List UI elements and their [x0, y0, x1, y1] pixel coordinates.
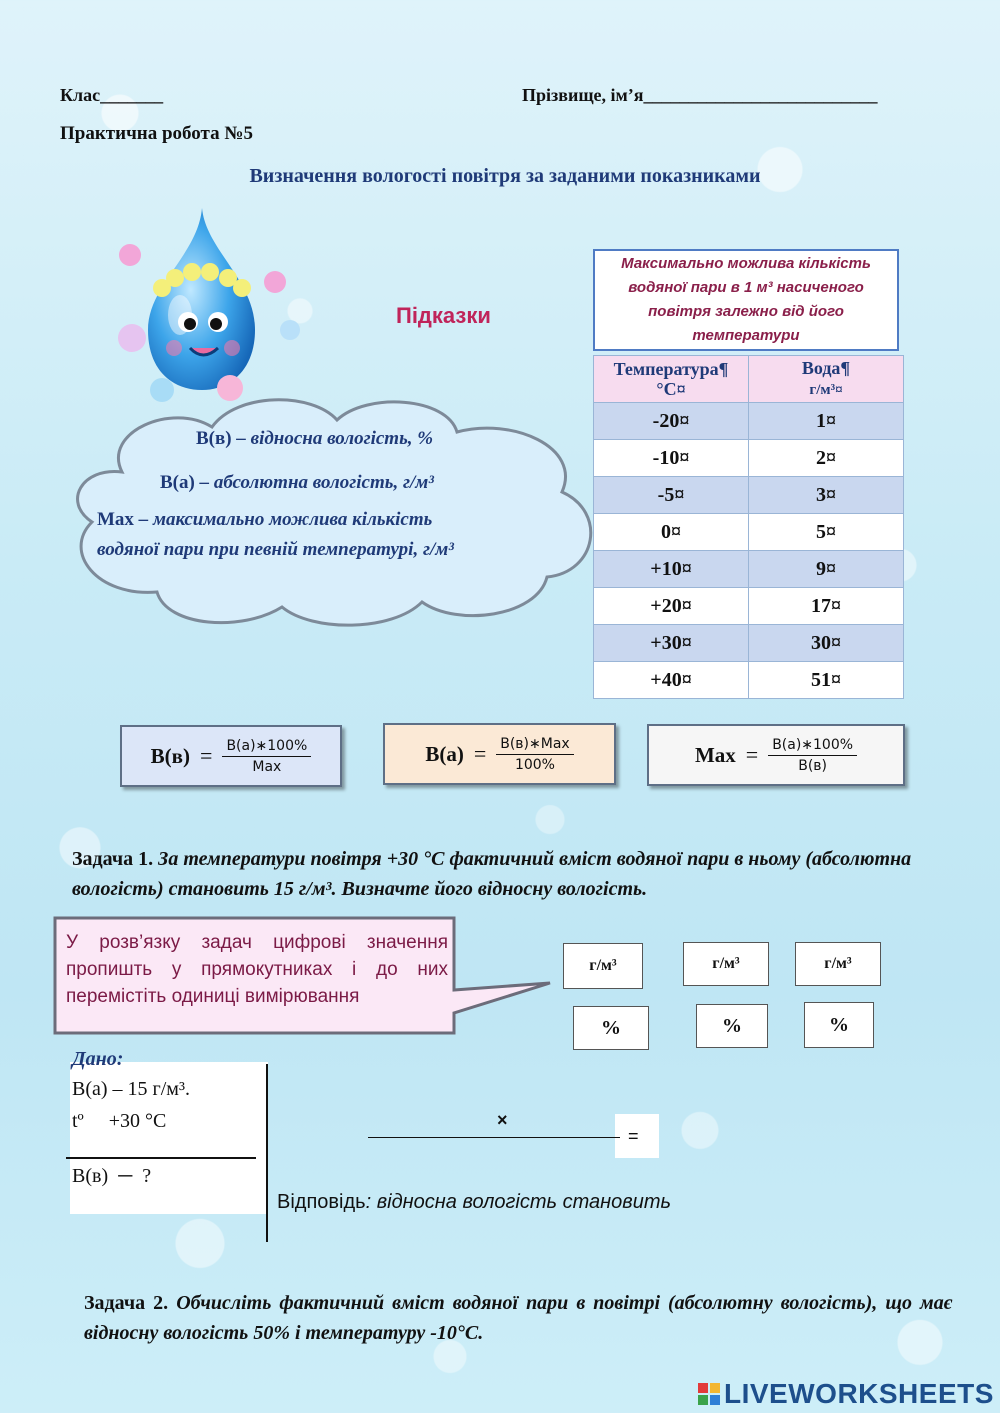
formula-relative-humidity	[120, 725, 342, 787]
hint-relative-humidity: В(в) – відносна вологість, %	[196, 428, 434, 449]
unit-gm3-1[interactable]: г/м³	[563, 943, 643, 989]
formula-numerator: В(а)∗100%	[222, 738, 311, 757]
cell-temp: -10¤	[594, 440, 749, 477]
cell-temp: +40¤	[594, 662, 749, 699]
unit-percent-3[interactable]: %	[804, 1002, 874, 1048]
hint-max-line1: Max – максимально можлива кількість	[97, 509, 433, 530]
drop-body	[148, 208, 255, 390]
callout-text: У розв’язку задач цифрові значення пропишть у прямокутниках і до них перемістіть одиниці вимірювання	[66, 932, 448, 1007]
cell-water: 5¤	[749, 514, 904, 551]
table-row	[594, 625, 904, 662]
formula-numerator: В(в)∗Max	[496, 736, 573, 755]
water-drop-mascot-icon	[110, 200, 310, 415]
cell-temp: -20¤	[594, 403, 749, 440]
work-title: Практична робота №5	[60, 123, 253, 144]
class-field: Клас_______	[60, 85, 164, 105]
table-row	[594, 514, 904, 551]
given-divider	[66, 1157, 256, 1159]
table-row	[594, 440, 904, 477]
formula-label: В(а)	[425, 741, 464, 766]
header-water: Вода¶ г/м³¤	[749, 356, 904, 403]
table-row	[594, 551, 904, 588]
given-heading: Дано:	[72, 1048, 124, 1070]
table-row	[594, 403, 904, 440]
table-row	[594, 662, 904, 699]
fraction-line	[368, 1137, 620, 1138]
unit-gm3-2[interactable]: г/м³	[683, 942, 769, 986]
cell-water: 51¤	[749, 662, 904, 699]
formula-denominator: 100%	[514, 756, 555, 773]
cell-water: 17¤	[749, 588, 904, 625]
multiply-sign: ×	[497, 1110, 508, 1130]
given-vertical-line	[266, 1064, 268, 1242]
cell-water: 9¤	[749, 551, 904, 588]
formula-denominator: Max	[252, 758, 282, 775]
equals-sign: =	[628, 1126, 639, 1146]
cell-water: 1¤	[749, 403, 904, 440]
formula-label: В(в)	[150, 743, 191, 768]
task1-text: Задача 1. За температури повітря +30 °С фактичний вміст водяної пари в ньому (абсолютна вологість) становить 15 г/м³. Визначте його відносну вологість.	[72, 848, 912, 900]
formula-label: Max	[694, 742, 736, 767]
answer-line: Відповідь: відносна вологість становить	[277, 1191, 671, 1213]
unit-gm3-3[interactable]: г/м³	[795, 942, 881, 986]
unit-percent-2[interactable]: %	[696, 1004, 768, 1048]
given-find: В(в) ─ ?	[72, 1165, 152, 1187]
given-temperature: tº +30 °С	[72, 1110, 167, 1132]
cell-temp: -5¤	[594, 477, 749, 514]
table-caption: Максимально можлива кількість водяної пари в 1 м³ насиченого повітря залежно від його температури	[593, 249, 899, 351]
cell-water: 2¤	[749, 440, 904, 477]
liveworksheets-text: LIVEWORKSHEETS	[724, 1378, 994, 1409]
formula-numerator: В(а)∗100%	[768, 737, 857, 756]
formula-absolute-humidity	[383, 723, 616, 785]
formula-denominator: В(в)	[798, 757, 828, 774]
table-header-row	[594, 356, 904, 403]
table-row	[594, 588, 904, 625]
cell-water: 3¤	[749, 477, 904, 514]
formula-equals: =	[200, 743, 213, 768]
liveworksheets-logo	[698, 1378, 994, 1410]
cell-water: 30¤	[749, 625, 904, 662]
table-row	[594, 477, 904, 514]
cell-temp: +20¤	[594, 588, 749, 625]
unit-percent-1[interactable]: %	[573, 1006, 649, 1050]
hint-max-line2: водяної пари при певній температурі, г/м³	[97, 539, 454, 560]
given-absolute-humidity: В(а) – 15 г/м³.	[72, 1078, 190, 1100]
hint-absolute-humidity: В(а) – абсолютна вологість, г/м³	[160, 472, 434, 493]
cell-temp: 0¤	[594, 514, 749, 551]
hints-title: Підказки	[396, 303, 491, 328]
formula-equals: =	[473, 741, 487, 766]
formula-equals: =	[745, 742, 759, 767]
saturation-table	[593, 355, 904, 699]
cell-temp: +10¤	[594, 551, 749, 588]
cell-temp: +30¤	[594, 625, 749, 662]
name-field: Прізвище, ім’я__________________________	[522, 85, 878, 105]
header-temperature: Температура¶ °С¤	[594, 356, 749, 403]
formula-max	[647, 724, 905, 786]
liveworksheets-icon	[698, 1383, 720, 1405]
page-subtitle: Визначення вологості повітря за заданими показниками	[249, 165, 761, 187]
task2-text: Задача 2. Обчисліть фактичний вміст водяної пари в повітрі (абсолютну вологість), що має відносну вологість 50% і температуру -10°С.	[84, 1292, 952, 1344]
